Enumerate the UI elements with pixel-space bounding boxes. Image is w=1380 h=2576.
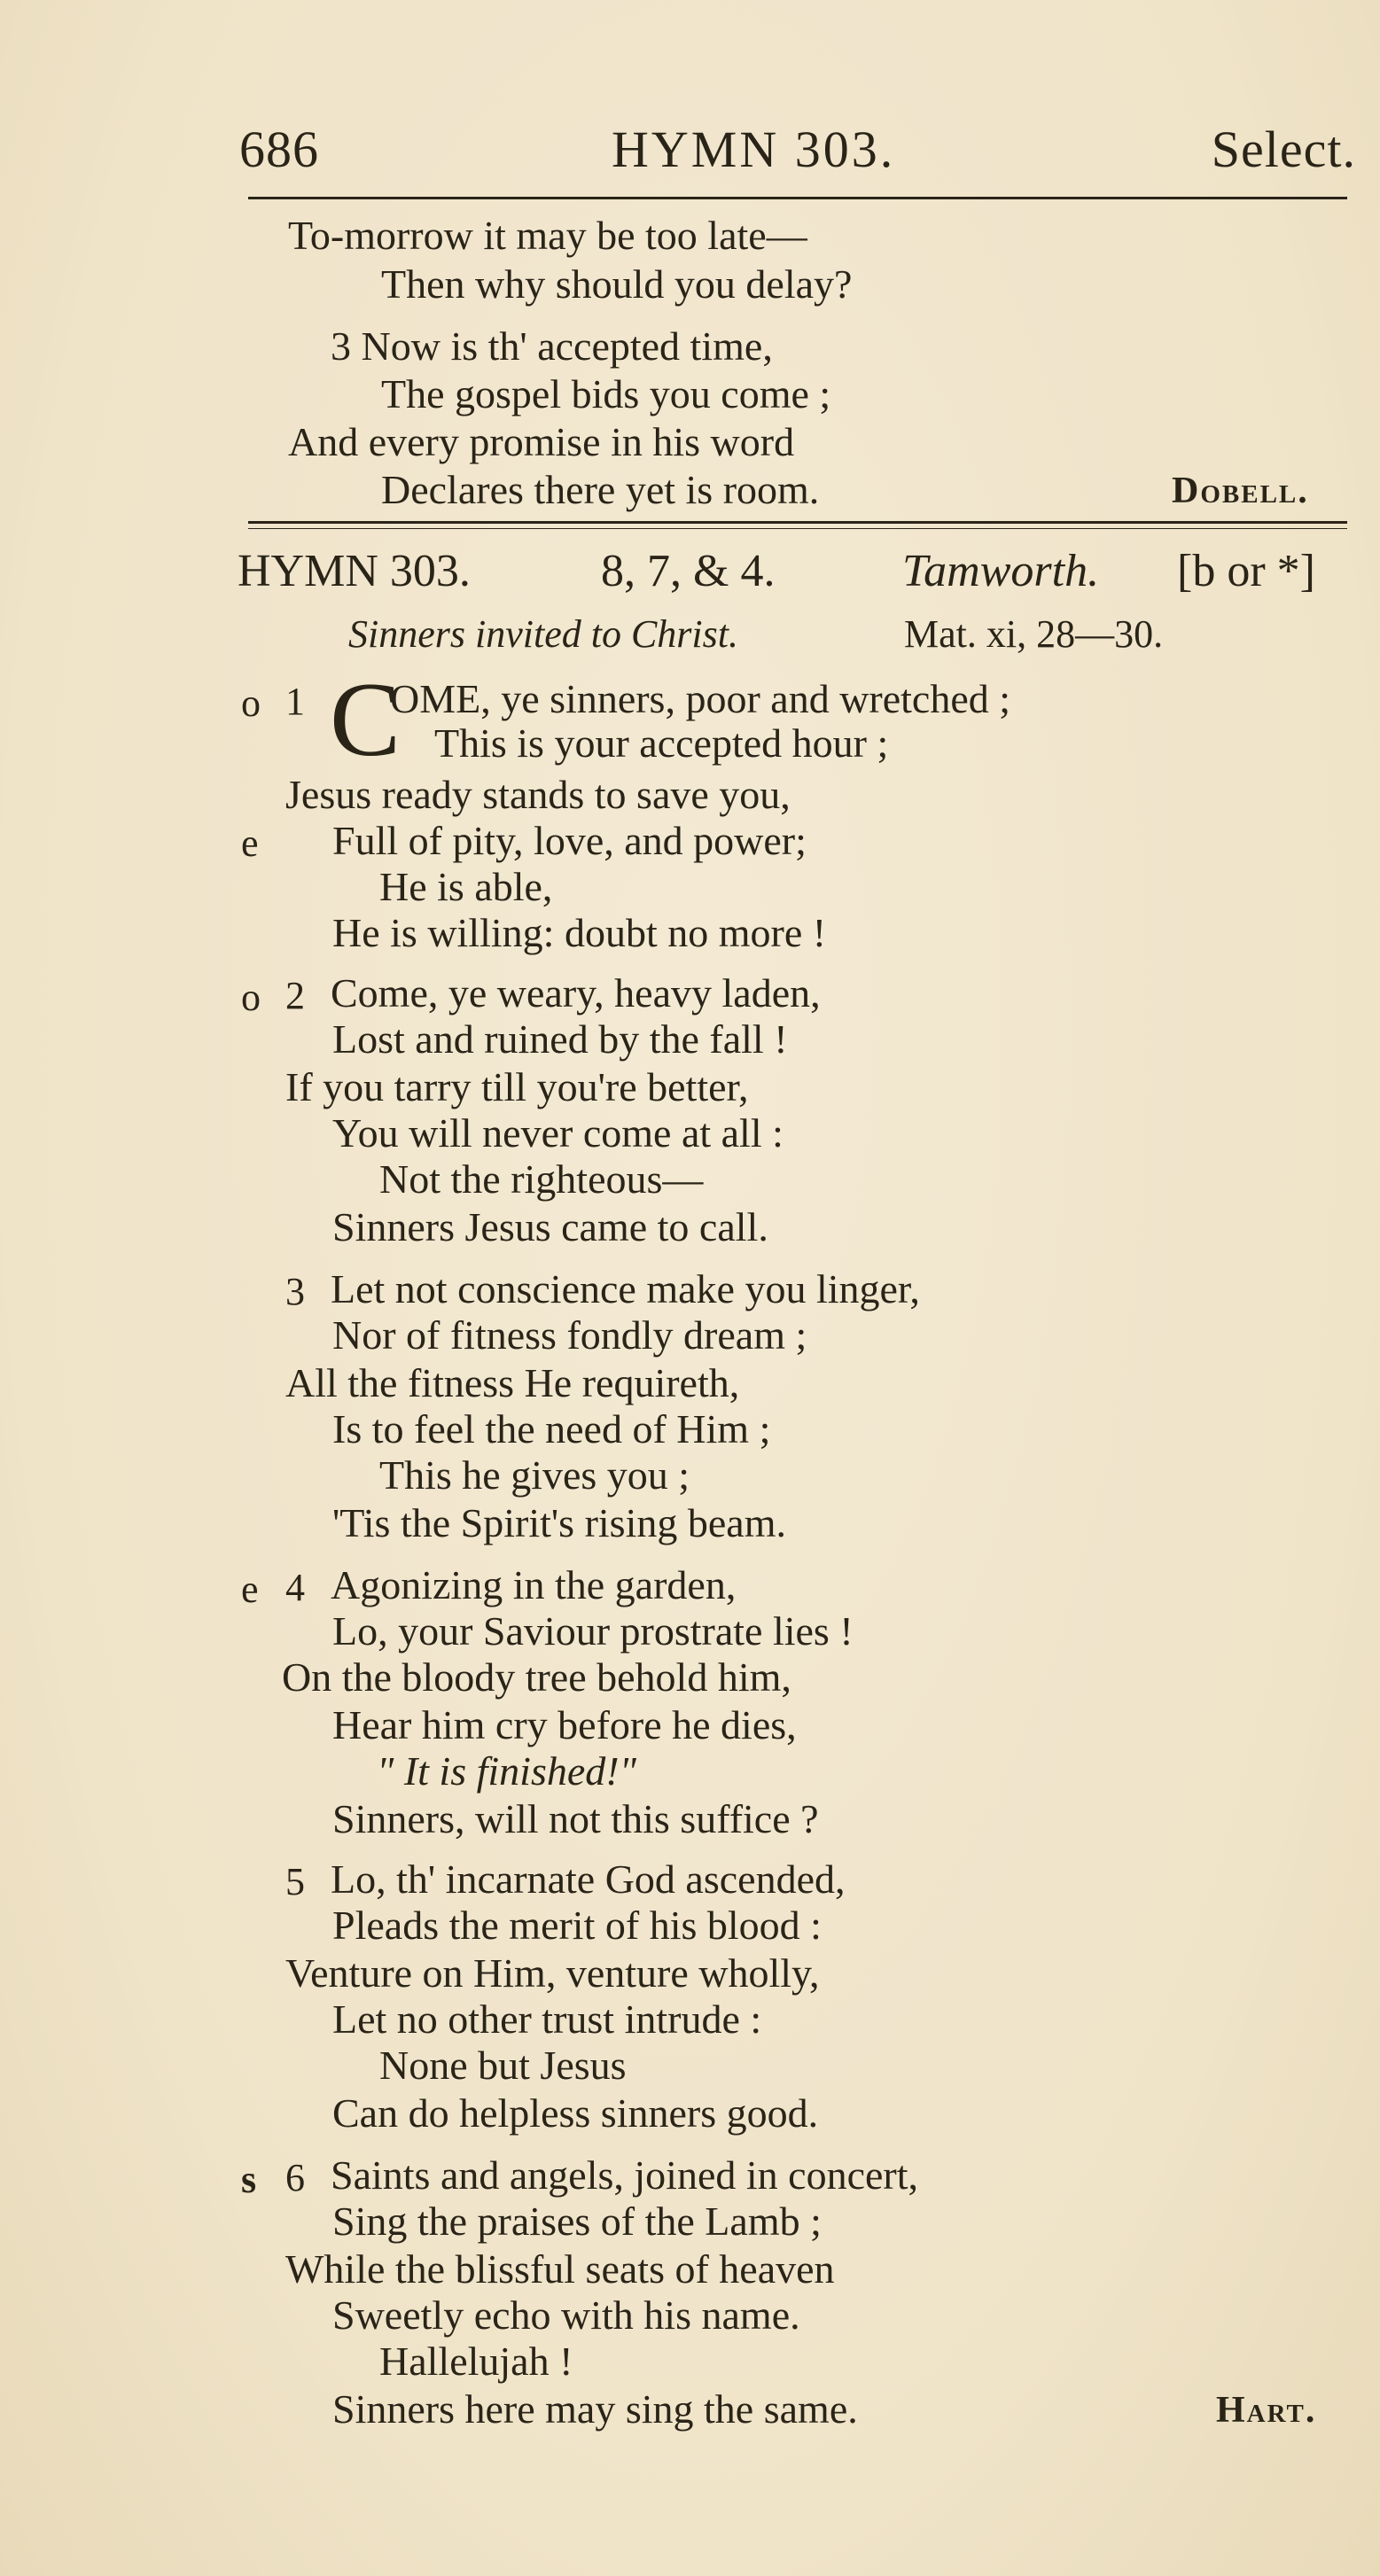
- hymn-heading: [238, 545, 1354, 607]
- prev-line: Declares there yet is room.: [381, 467, 820, 512]
- section-rule: [248, 521, 1347, 529]
- verse-line: Full of pity, love, and power;: [332, 818, 807, 863]
- dynamic-marker: e: [241, 821, 259, 865]
- prev-line: 3 Now is th' accepted time,: [331, 323, 773, 369]
- dynamic-marker: s: [241, 2158, 257, 2201]
- verse-line: Let no other trust intrude :: [332, 1996, 762, 2042]
- verse-line: Can do helpless sinners good.: [332, 2090, 819, 2136]
- verse-line: Venture on Him, venture wholly,: [285, 1950, 820, 1996]
- verse-line: Lo, th' incarnate God ascended,: [331, 1856, 846, 1902]
- verse-line: " It is finished!": [377, 1748, 636, 1794]
- verse-line: On the bloody tree behold him,: [282, 1654, 791, 1700]
- running-title: HYMN 303.: [612, 121, 896, 178]
- verse-line: Sinners Jesus came to call.: [332, 1204, 768, 1249]
- verse-line: Hear him cry before he dies,: [332, 1702, 797, 1747]
- verse-line: Not the righteous—: [379, 1156, 704, 1202]
- verse-line: He is able,: [379, 864, 553, 909]
- verse-line: Lo, your Saviour prostrate lies !: [332, 1608, 854, 1654]
- verse-number: 6: [285, 2156, 305, 2199]
- prev-line: Then why should you delay?: [381, 261, 853, 307]
- verse-line: OME, ye sinners, poor and wretched ;: [390, 676, 1011, 721]
- verse-line: Hallelujah !: [379, 2339, 573, 2384]
- dynamic-marker: o: [241, 681, 261, 725]
- section-label: Select.: [1211, 121, 1356, 178]
- drop-cap: C: [330, 660, 402, 778]
- verse-line: He is willing: doubt no more !: [332, 910, 827, 955]
- verse-line: Sing the praises of the Lamb ;: [332, 2199, 822, 2244]
- verse-line: Come, ye weary, heavy laden,: [331, 970, 821, 1016]
- verse-line: Is to feel the need of Him ;: [332, 1406, 771, 1451]
- verse-line: You will never come at all :: [332, 1110, 784, 1156]
- verse-line: Jesus ready stands to save you,: [285, 772, 791, 817]
- verse-line: Sweetly echo with his name.: [332, 2292, 800, 2338]
- verse-number: 2: [285, 974, 305, 1017]
- verse-line: Saints and angels, joined in concert,: [331, 2152, 919, 2198]
- prev-line: And every promise in his word: [288, 419, 795, 464]
- verse-line: Pleads the merit of his blood :: [332, 1903, 822, 1948]
- verse-line: If you tarry till you're better,: [285, 1064, 749, 1109]
- hymn-key: [b or *]: [1177, 546, 1315, 596]
- prev-line: The gospel bids you come ;: [381, 371, 831, 416]
- hymn-tune: Tamworth.: [902, 546, 1100, 596]
- dynamic-marker: e: [241, 1568, 259, 1611]
- verse-line: Nor of fitness fondly dream ;: [332, 1312, 807, 1358]
- scripture-reference: Mat. xi, 28—30.: [904, 612, 1164, 656]
- verse-line: None but Jesus: [379, 2043, 627, 2088]
- verse-line: Let not conscience make you linger,: [331, 1266, 920, 1311]
- verse-line: All the fitness He requireth,: [285, 1360, 740, 1405]
- page-header: [239, 120, 1356, 191]
- verse-line: Lost and ruined by the fall !: [332, 1016, 788, 1062]
- verse-line: This he gives you ;: [379, 1452, 690, 1498]
- verse-line: Sinners, will not this suffice ?: [332, 1796, 819, 1841]
- verse-number: 1: [285, 680, 305, 723]
- verse-line: 'Tis the Spirit's rising beam.: [332, 1500, 786, 1545]
- hymn-meter: 8, 7, & 4.: [601, 546, 776, 596]
- verse-line: Agonizing in the garden,: [331, 1562, 737, 1607]
- prev-line: To-morrow it may be too late—: [288, 213, 807, 258]
- header-rule: [248, 197, 1347, 199]
- verse-line: While the blissful seats of heaven: [285, 2246, 835, 2292]
- hymn-author: Hart.: [1216, 2390, 1317, 2431]
- hymn-subtitle: Sinners invited to Christ.: [348, 612, 738, 656]
- verse-number: 4: [285, 1566, 305, 1609]
- hymn-number: HYMN 303.: [238, 546, 471, 596]
- verse-line: Sinners here may sing the same.: [332, 2386, 858, 2432]
- verse-number: 3: [285, 1270, 305, 1313]
- verse-number: 5: [285, 1860, 305, 1903]
- verse-line: This is your accepted hour ;: [434, 720, 889, 766]
- page-number: 686: [239, 121, 319, 178]
- prev-author: Dobell.: [1172, 471, 1309, 511]
- dynamic-marker: o: [241, 976, 261, 1019]
